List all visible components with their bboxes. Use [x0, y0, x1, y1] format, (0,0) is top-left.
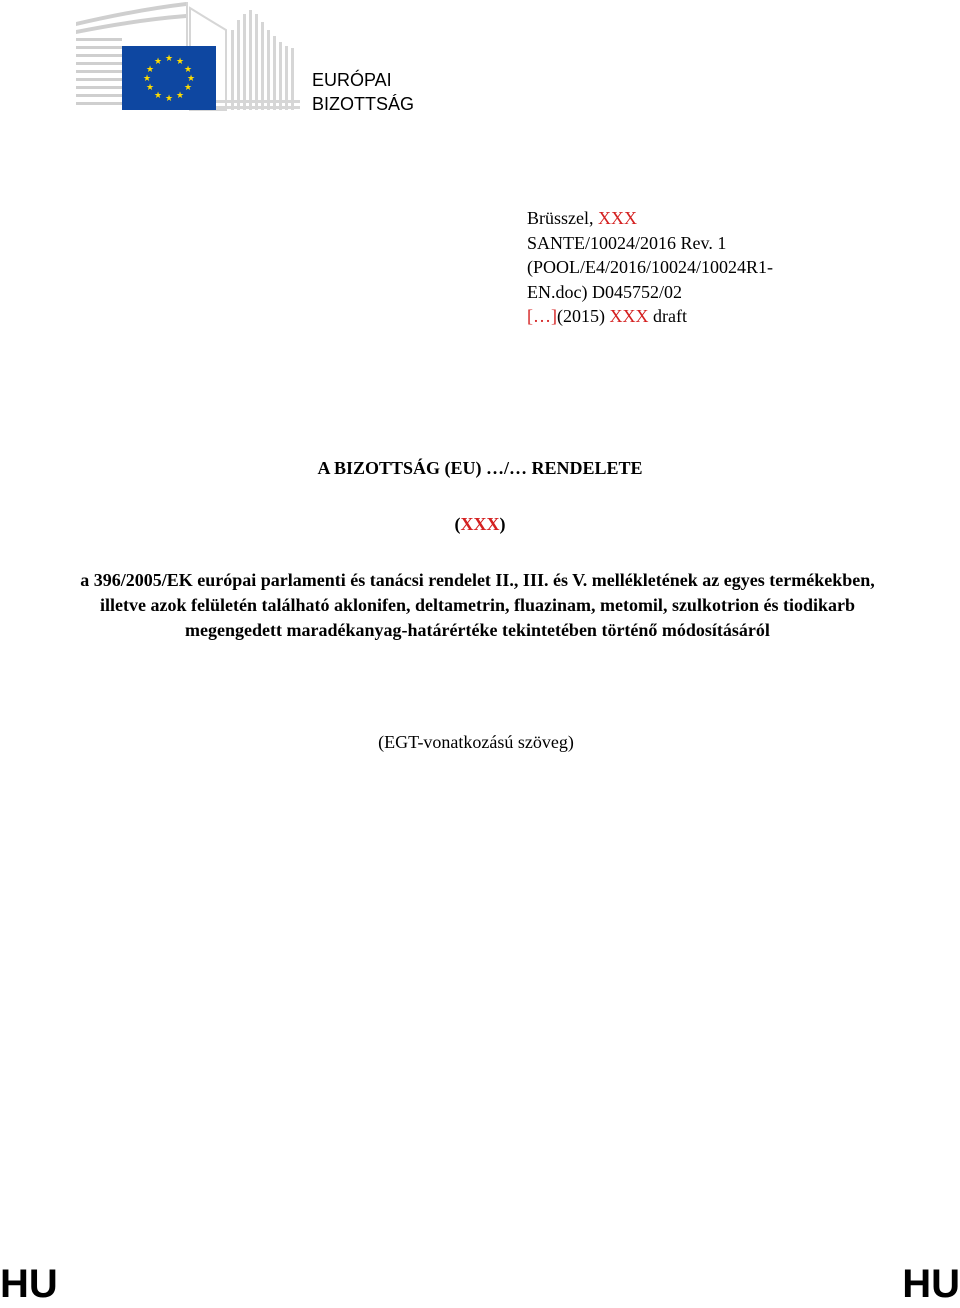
- svg-text:★: ★: [183, 65, 193, 75]
- organization-name-line2: BIZOTTSÁG: [312, 94, 415, 114]
- language-code-right: HU: [902, 1262, 960, 1306]
- svg-text:★: ★: [164, 54, 174, 64]
- place-and-date: Brüsszel, XXX: [527, 208, 637, 228]
- svg-text:★: ★: [175, 57, 185, 67]
- organization-name: [312, 68, 414, 116]
- reference-line-4: EN.doc) D045752/02: [527, 281, 682, 302]
- language-code-left: HU: [0, 1262, 58, 1306]
- reference-line-2: SANTE/10024/2016 Rev. 1: [527, 232, 727, 253]
- date-placeholder: XXX: [598, 208, 637, 228]
- organization-name-line1: EURÓPAI: [312, 70, 392, 90]
- regulation-date-placeholder: XXX: [460, 514, 500, 534]
- svg-text:★: ★: [175, 91, 185, 101]
- regulation-title: A BIZOTTSÁG (EU) …/… RENDELETE: [317, 458, 643, 478]
- number-placeholder: […]: [527, 306, 557, 326]
- svg-text:★: ★: [142, 74, 152, 84]
- svg-text:★: ★: [153, 57, 163, 67]
- svg-text:★: ★: [186, 74, 196, 84]
- svg-text:★: ★: [164, 94, 174, 104]
- svg-text:★: ★: [183, 83, 193, 93]
- xxx-placeholder: XXX: [609, 306, 649, 326]
- svg-text:★: ★: [153, 91, 163, 101]
- reference-line-5: […](2015) XXX draft: [527, 306, 687, 326]
- svg-text:★: ★: [145, 83, 155, 93]
- regulation-date: (XXX): [454, 514, 506, 534]
- reference-line-3: (POOL/E4/2016/10024/10024R1-: [527, 257, 773, 277]
- eea-relevance-note: (EGT-vonatkozású szöveg): [378, 732, 574, 752]
- eu-flag-icon: [122, 46, 216, 110]
- document-reference: [527, 206, 827, 329]
- regulation-subject: a 396/2005/EK európai parlamenti és tanácsi rendelet II., III. és V. mellékletének az egyes termékekben, illetve azok felületén található aklonifen, deltametrin, fluazinam, metomil, szulkotrion és tiodikarb megengedett maradékanyag-határértéke tekintetében történő módosításáról: [80, 570, 875, 640]
- european-commission-logo-icon: [76, 0, 300, 112]
- svg-text:★: ★: [145, 65, 155, 75]
